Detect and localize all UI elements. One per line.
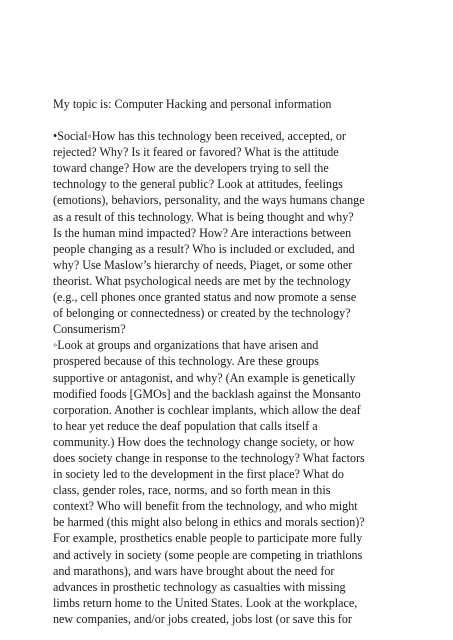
text-line: technology to the general public? Look at attitudes, feelings (53, 177, 343, 192)
text-line: theorist. What psychological needs are met by the technology (53, 273, 351, 288)
text-line: new companies, and/or jobs created, jobs lost (or save this for (53, 611, 352, 626)
text-line: and marathons), and wars have brought about the need for (53, 563, 335, 578)
text-line: •Social◦How has this technology been received, accepted, or (53, 129, 346, 144)
text-line: context? Who will benefit from the technology, and who might (53, 499, 358, 514)
text-line: rejected? Why? Is it feared or favored? What is the attitude (53, 145, 339, 160)
text-line: as a result of this technology. What is being thought and why? (53, 209, 354, 224)
text-line: modified foods [GMOs] and the backlash against the Monsanto (53, 386, 361, 401)
text-line: be harmed (this might also belong in ethics and morals section)? (53, 515, 365, 530)
social-paragraph (53, 128, 405, 337)
text-line: ◦Look at groups and organizations that have arisen and (53, 338, 319, 353)
text-line: Is the human mind impacted? How? Are interactions between (53, 225, 352, 240)
text-line: Consumerism? (53, 322, 126, 337)
text-line: corporation. Another is cochlear implants, which allow the deaf (53, 402, 361, 417)
text-line: supportive or antagonist, and why? (An example is genetically (53, 370, 356, 385)
text-line: prospered because of this technology. Are these groups (53, 354, 319, 369)
text-line: people changing as a result? Who is included or excluded, and (53, 241, 355, 256)
paragraph-spacer (53, 112, 405, 128)
text-line: class, gender roles, race, norms, and so forth mean in this (53, 483, 331, 498)
text-line: does society change in response to the technology? What factors (53, 450, 365, 465)
document-body (53, 96, 405, 627)
text-line: and actively in society (some people are competing in triathlons (53, 547, 363, 562)
groups-paragraph (53, 337, 405, 627)
text-line: to hear yet reduce the deaf population that calls itself a (53, 418, 318, 433)
text-line: of belonging or connectedness) or created by the technology? (53, 306, 351, 321)
text-line: in society led to the development in the first place? What do (53, 467, 344, 482)
text-line: limbs return home to the United States. Look at the workplace, (53, 595, 358, 610)
topic-line: My topic is: Computer Hacking and personal information (53, 97, 332, 111)
text-line: (e.g., cell phones once granted status and now promote a sense (53, 290, 357, 305)
text-line: For example, prosthetics enable people to participate more fully (53, 531, 363, 546)
text-line: community.) How does the technology change society, or how (53, 434, 355, 449)
text-line: toward change? How are the developers trying to sell the (53, 161, 329, 176)
text-line: (emotions), behaviors, personality, and the ways humans change (53, 193, 365, 208)
text-line: why? Use Maslow’s hierarchy of needs, Piaget, or some other (53, 257, 353, 272)
text-line: advances in prosthetic technology as casualties with missing (53, 579, 346, 594)
